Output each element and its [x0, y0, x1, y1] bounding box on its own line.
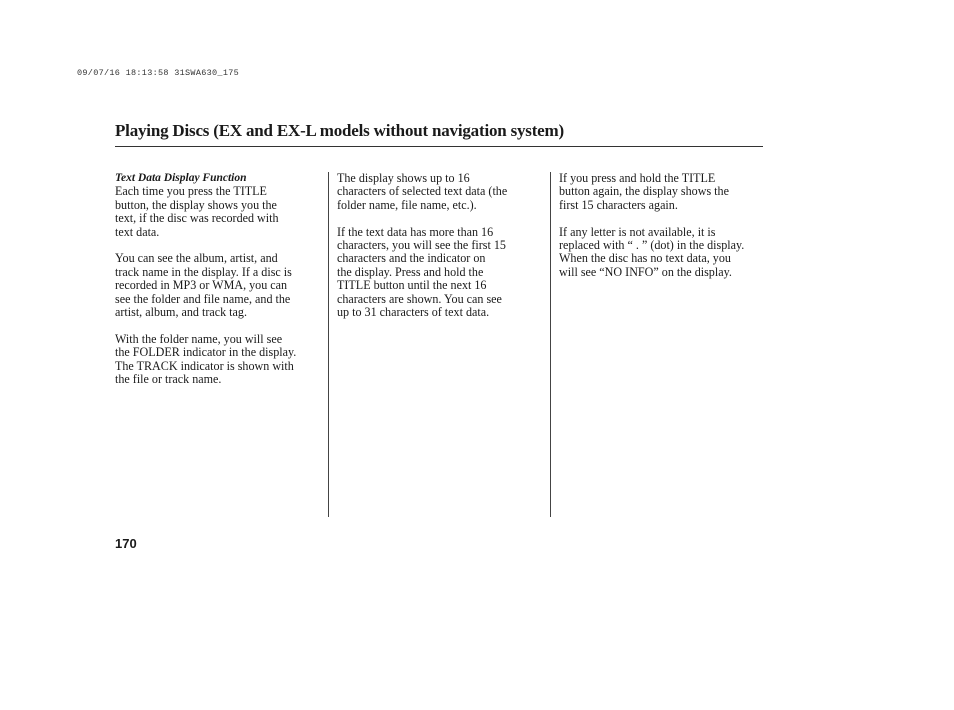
- page-number: 170: [115, 536, 137, 551]
- print-timestamp: 09/07/16 18:13:58 31SWA630_175: [77, 68, 240, 78]
- column-2: [337, 172, 543, 333]
- title-divider: [115, 146, 763, 147]
- section-subheading: Text Data Display Function: [115, 172, 247, 184]
- column-divider: [550, 172, 551, 517]
- paragraph: If any letter is not available, it is replaced with “ . ” (dot) in the display. When the disc has no text data, you will see “NO INFO” on the display.: [559, 224, 745, 279]
- column-1: [115, 172, 323, 400]
- paragraph: You can see the album, artist, and track name in the display. If a disc is recorded in MP3 or WMA, you can see the folder and file name, and the artist, album, and track tag.: [115, 251, 292, 320]
- column-divider: [328, 172, 329, 517]
- paragraph: Each time you press the TITLE button, the display shows you the text, if the disc was recorded with text data.: [115, 184, 279, 239]
- paragraph: With the folder name, you will see the FOLDER indicator in the display. The TRACK indicator is shown with the file or track name.: [115, 331, 297, 387]
- paragraph: If you press and hold the TITLE button again, the display shows the first 15 characters again.: [559, 171, 729, 212]
- page-title: Playing Discs (EX and EX-L models without navigation system): [115, 121, 564, 140]
- paragraph: If the text data has more than 16 characters, you will see the first 15 characters and the indicator on the display. Press and hold the TITLE button until the next 16 characters are shown. You can see up to 31 characters of text data.: [337, 224, 506, 320]
- paragraph: The display shows up to 16 characters of selected text data (the folder name, file name, etc.).: [337, 171, 508, 212]
- column-3: [559, 172, 771, 293]
